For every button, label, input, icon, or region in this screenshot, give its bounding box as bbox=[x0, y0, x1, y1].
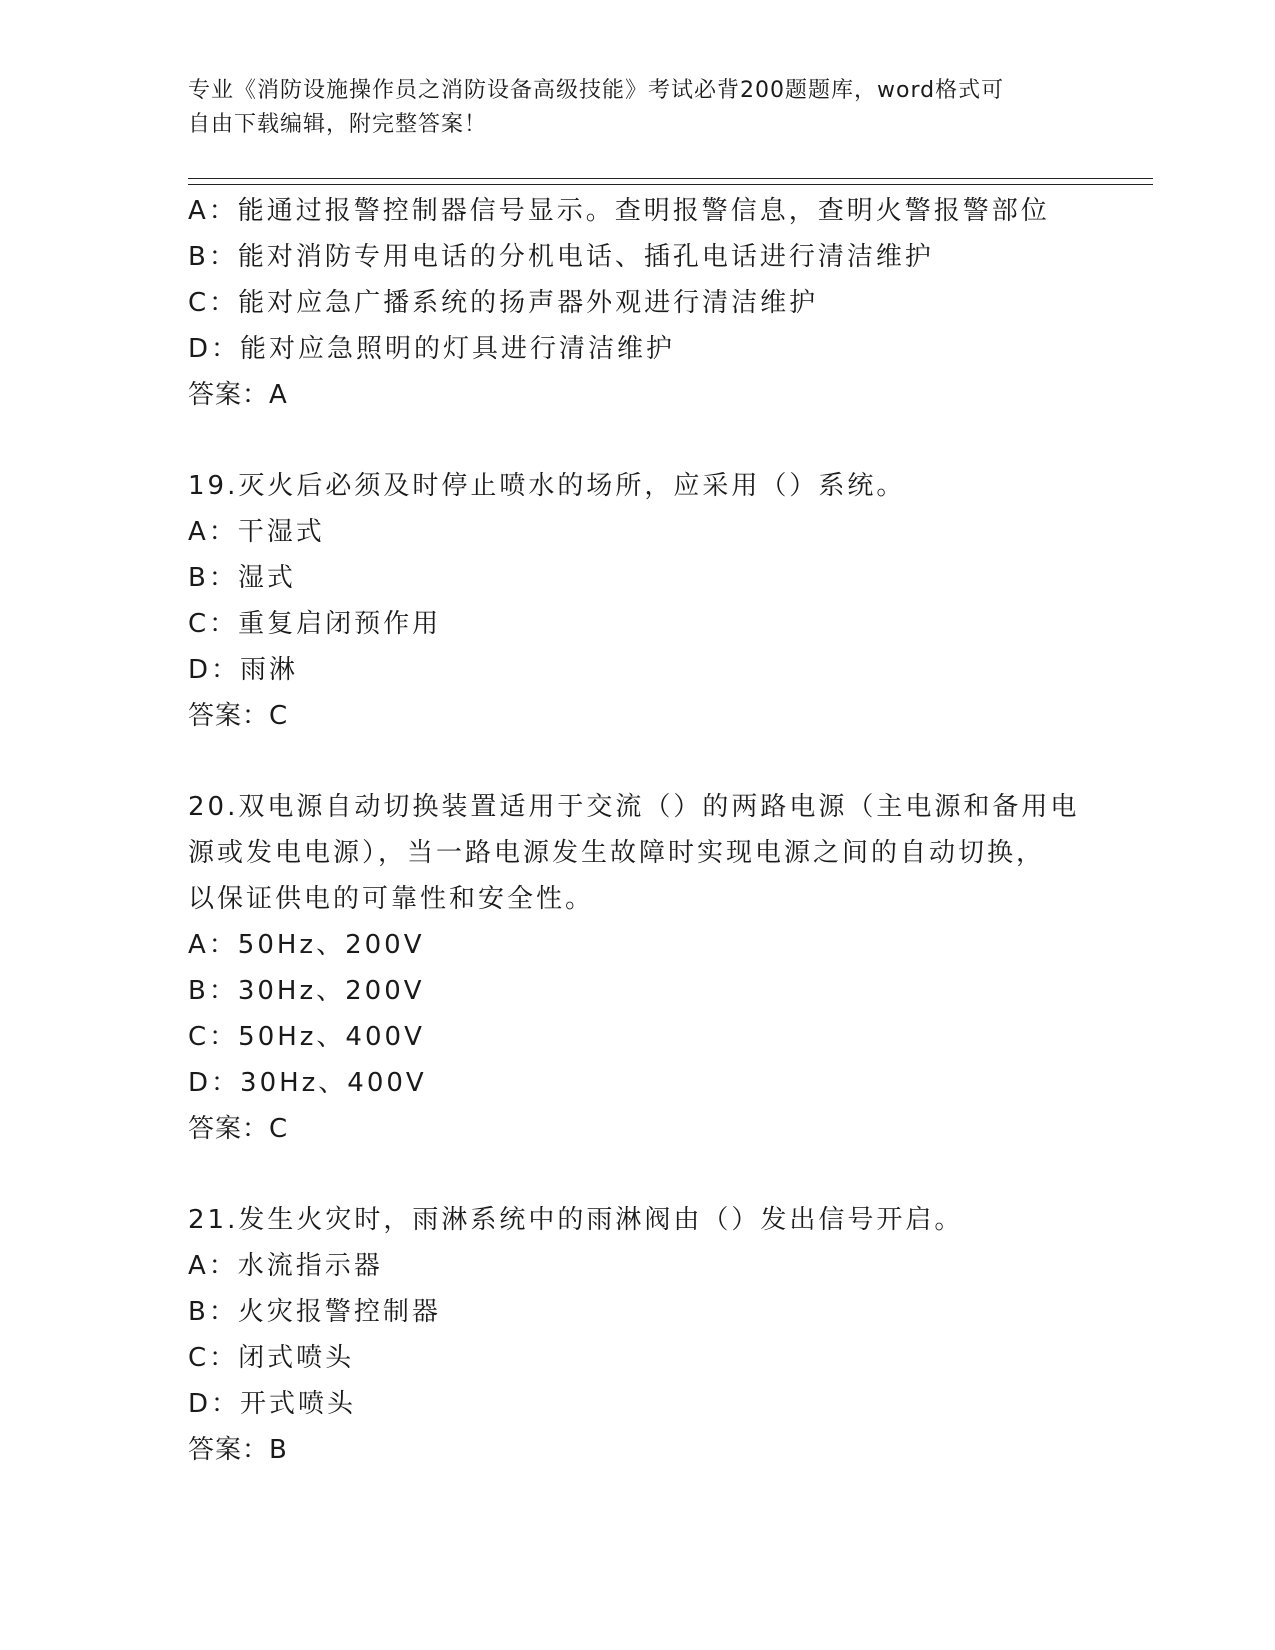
option-c: C：重复启闭预作用 bbox=[188, 609, 442, 639]
answer: 答案：C bbox=[188, 1114, 289, 1144]
question-21 bbox=[188, 1197, 1088, 1473]
question-text: 19.灭火后必须及时停止喷水的场所，应采用（）系统。 bbox=[188, 471, 906, 501]
question-text-line-2: 源或发电电源），当一路电源发生故障时实现电源之间的自动切换， bbox=[188, 838, 1046, 868]
option-c: C：能对应急广播系统的扬声器外观进行清洁维护 bbox=[188, 288, 819, 318]
option-b: B：湿式 bbox=[188, 563, 296, 593]
option-d: D：30Hz、400V bbox=[188, 1068, 427, 1098]
question-text-line-1: 20.双电源自动切换装置适用于交流（）的两路电源（主电源和备用电 bbox=[188, 792, 1080, 822]
option-d: D：能对应急照明的灯具进行清洁维护 bbox=[188, 334, 676, 364]
option-a: A：干湿式 bbox=[188, 517, 325, 547]
question-18 bbox=[188, 188, 1088, 418]
answer: 答案：C bbox=[188, 701, 289, 731]
question-text: 21.发生火灾时，雨淋系统中的雨淋阀由（）发出信号开启。 bbox=[188, 1205, 964, 1235]
header-line-2: 自由下载编辑，附完整答案！ bbox=[188, 112, 488, 137]
option-b: B：火灾报警控制器 bbox=[188, 1297, 441, 1327]
spacer bbox=[188, 739, 1088, 784]
option-d: D：雨淋 bbox=[188, 655, 299, 685]
option-d: D：开式喷头 bbox=[188, 1389, 357, 1419]
answer: 答案：A bbox=[188, 380, 288, 410]
option-a: A：能通过报警控制器信号显示。查明报警信息，查明火警报警部位 bbox=[188, 196, 1050, 226]
option-c: C：50Hz、400V bbox=[188, 1022, 425, 1052]
option-c: C：闭式喷头 bbox=[188, 1343, 355, 1373]
option-b: B：30Hz、200V bbox=[188, 976, 425, 1006]
answer: 答案：B bbox=[188, 1435, 288, 1465]
option-a: A：水流指示器 bbox=[188, 1251, 383, 1281]
question-19 bbox=[188, 463, 1088, 739]
spacer bbox=[188, 418, 1088, 463]
document-header bbox=[188, 74, 1068, 142]
header-divider bbox=[188, 178, 1153, 185]
question-text-line-3: 以保证供电的可靠性和安全性。 bbox=[188, 884, 595, 914]
option-a: A：50Hz、200V bbox=[188, 930, 425, 960]
question-20 bbox=[188, 784, 1088, 1152]
question-list bbox=[188, 188, 1088, 1473]
option-b: B：能对消防专用电话的分机电话、插孔电话进行清洁维护 bbox=[188, 242, 934, 272]
header-line-1: 专业《消防设施操作员之消防设备高级技能》考试必背200题题库，word格式可 bbox=[188, 78, 1005, 103]
spacer bbox=[188, 1152, 1088, 1197]
